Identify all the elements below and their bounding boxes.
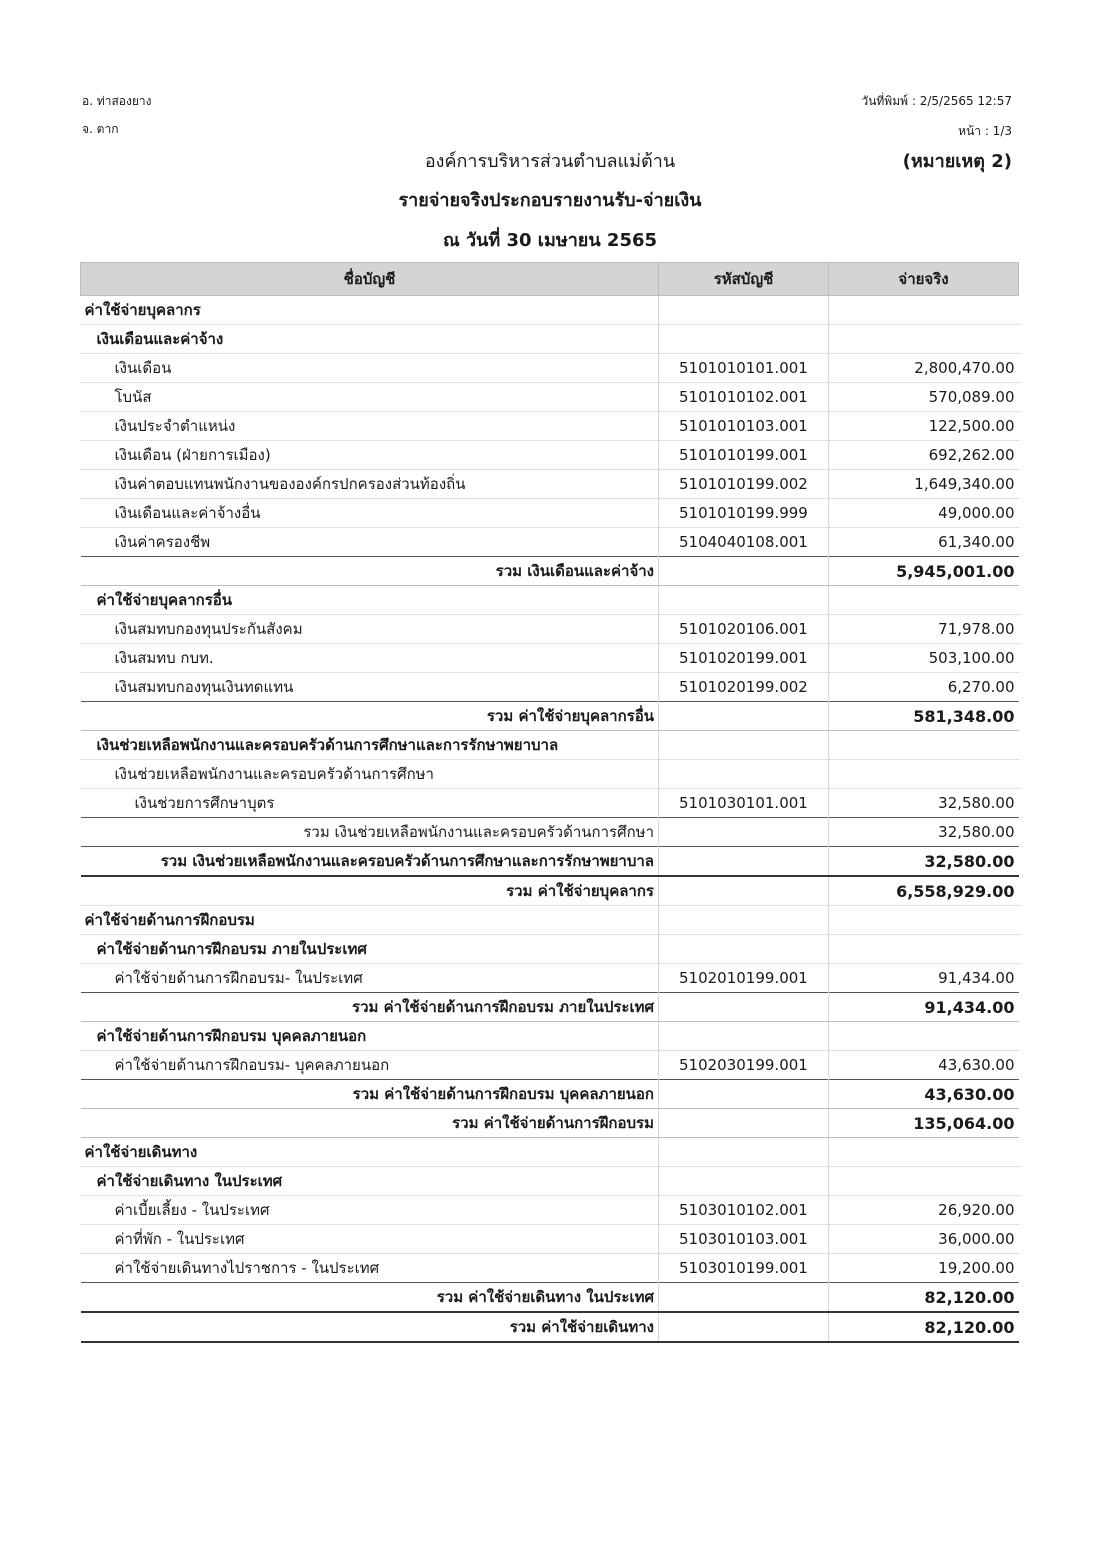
account-name-cell: เงินเดือน: [81, 354, 659, 383]
table-header-row: [81, 263, 1019, 296]
amount-cell: [829, 906, 1019, 935]
table-row: [81, 760, 1019, 789]
account-name-cell: เงินช่วยเหลือพนักงานและครอบครัวด้านการศึกษา: [81, 760, 659, 789]
amount-cell: 91,434.00: [829, 993, 1019, 1022]
account-name-cell: รวม เงินช่วยเหลือพนักงานและครอบครัวด้านการศึกษา: [81, 818, 659, 847]
account-name-cell: รวม ค่าใช้จ่ายบุคลากร: [81, 876, 659, 906]
amount-cell: 61,340.00: [829, 528, 1019, 557]
table-row: [81, 1283, 1019, 1313]
table-row: [81, 412, 1019, 441]
account-code-cell: 5101010199.999: [659, 499, 829, 528]
account-code-cell: [659, 325, 829, 354]
table-row: [81, 441, 1019, 470]
account-name-cell: เงินสมทบกองทุนเงินทดแทน: [81, 673, 659, 702]
amount-cell: 32,580.00: [829, 818, 1019, 847]
table-body: [81, 296, 1019, 1343]
province-label: จ. ตาก: [82, 122, 119, 136]
note-label: (หมายเหตุ 2): [902, 151, 1012, 172]
account-name-cell: ค่าใช้จ่ายด้านการฝึกอบรม- ในประเทศ: [81, 964, 659, 993]
account-name-cell: ค่าที่พัก - ในประเทศ: [81, 1225, 659, 1254]
table-row: [81, 789, 1019, 818]
column-header-actual-paid: จ่ายจริง: [829, 263, 1019, 296]
account-name-cell: รวม ค่าใช้จ่ายด้านการฝึกอบรม: [81, 1109, 659, 1138]
print-date: วันที่พิมพ์ : 2/5/2565 12:57: [861, 94, 1012, 108]
table-row: [81, 1254, 1019, 1283]
account-code-cell: 5103010199.001: [659, 1254, 829, 1283]
amount-cell: [829, 296, 1019, 325]
account-code-cell: 5101010199.001: [659, 441, 829, 470]
account-name-cell: เงินประจำตำแหน่ง: [81, 412, 659, 441]
table-row: [81, 296, 1019, 325]
account-code-cell: [659, 586, 829, 615]
account-code-cell: 5101020106.001: [659, 615, 829, 644]
account-code-cell: [659, 876, 829, 906]
account-code-cell: [659, 702, 829, 731]
table-row: [81, 993, 1019, 1022]
account-code-cell: 5101010103.001: [659, 412, 829, 441]
table-row: [81, 702, 1019, 731]
table-row: [81, 499, 1019, 528]
table-row: [81, 964, 1019, 993]
column-header-account-code: รหัสบัญชี: [659, 263, 829, 296]
table-row: [81, 906, 1019, 935]
table-row: [81, 470, 1019, 499]
amount-cell: 32,580.00: [829, 789, 1019, 818]
account-code-cell: 5102030199.001: [659, 1051, 829, 1080]
table-row: [81, 1080, 1019, 1109]
table-row: [81, 586, 1019, 615]
amount-cell: 36,000.00: [829, 1225, 1019, 1254]
account-code-cell: [659, 760, 829, 789]
account-name-cell: เงินช่วยเหลือพนักงานและครอบครัวด้านการศึกษาและการรักษาพยาบาล: [81, 731, 659, 760]
amount-cell: 135,064.00: [829, 1109, 1019, 1138]
table-row: [81, 818, 1019, 847]
amount-cell: 6,270.00: [829, 673, 1019, 702]
account-name-cell: รวม ค่าใช้จ่ายเดินทาง ในประเทศ: [81, 1283, 659, 1313]
account-name-cell: ค่าใช้จ่ายบุคลากร: [81, 296, 659, 325]
account-name-cell: รวม ค่าใช้จ่ายเดินทาง: [81, 1312, 659, 1342]
amount-cell: 49,000.00: [829, 499, 1019, 528]
account-name-cell: เงินค่าครองชีพ: [81, 528, 659, 557]
amount-cell: [829, 760, 1019, 789]
amount-cell: 82,120.00: [829, 1312, 1019, 1342]
table-row: [81, 731, 1019, 760]
account-name-cell: ค่าเบี้ยเลี้ยง - ในประเทศ: [81, 1196, 659, 1225]
account-name-cell: ค่าใช้จ่ายเดินทาง ในประเทศ: [81, 1167, 659, 1196]
table-row: [81, 644, 1019, 673]
amount-cell: [829, 1138, 1019, 1167]
account-code-cell: 5101010199.002: [659, 470, 829, 499]
amount-cell: [829, 1167, 1019, 1196]
amount-cell: 2,800,470.00: [829, 354, 1019, 383]
account-code-cell: [659, 1109, 829, 1138]
table-row: [81, 1138, 1019, 1167]
table-row: [81, 383, 1019, 412]
amount-cell: 71,978.00: [829, 615, 1019, 644]
table-row: [81, 1109, 1019, 1138]
amount-cell: 692,262.00: [829, 441, 1019, 470]
amount-cell: 581,348.00: [829, 702, 1019, 731]
table-row: [81, 1167, 1019, 1196]
organization-name: องค์การบริหารส่วนตำบลแม่ต้าน: [424, 151, 676, 172]
amount-cell: [829, 1022, 1019, 1051]
table-row: [81, 1022, 1019, 1051]
table-row: [81, 325, 1019, 354]
expense-table: [80, 262, 1019, 1343]
account-name-cell: เงินค่าตอบแทนพนักงานขององค์กรปกครองส่วนท้องถิ่น: [81, 470, 659, 499]
account-code-cell: 5101010101.001: [659, 354, 829, 383]
account-code-cell: 5101020199.001: [659, 644, 829, 673]
table-row: [81, 557, 1019, 586]
account-code-cell: [659, 1283, 829, 1313]
account-name-cell: เงินเดือน (ฝ่ายการเมือง): [81, 441, 659, 470]
amount-cell: 570,089.00: [829, 383, 1019, 412]
amount-cell: [829, 325, 1019, 354]
table-row: [81, 1225, 1019, 1254]
table-row: [81, 1312, 1019, 1342]
account-name-cell: รวม ค่าใช้จ่ายบุคลากรอื่น: [81, 702, 659, 731]
amount-cell: 82,120.00: [829, 1283, 1019, 1313]
amount-cell: 503,100.00: [829, 644, 1019, 673]
account-code-cell: [659, 993, 829, 1022]
table-row: [81, 876, 1019, 906]
table-row: [81, 1196, 1019, 1225]
amount-cell: 43,630.00: [829, 1080, 1019, 1109]
amount-cell: 19,200.00: [829, 1254, 1019, 1283]
account-name-cell: รวม เงินเดือนและค่าจ้าง: [81, 557, 659, 586]
account-code-cell: 5102010199.001: [659, 964, 829, 993]
account-code-cell: [659, 1167, 829, 1196]
report-title: รายจ่ายจริงประกอบรายงานรับ-จ่ายเงิน: [398, 190, 702, 211]
account-code-cell: 5103010103.001: [659, 1225, 829, 1254]
account-name-cell: โบนัส: [81, 383, 659, 412]
account-code-cell: [659, 1312, 829, 1342]
amount-cell: [829, 586, 1019, 615]
account-code-cell: [659, 935, 829, 964]
account-code-cell: [659, 557, 829, 586]
account-name-cell: รวม ค่าใช้จ่ายด้านการฝึกอบรม ภายในประเทศ: [81, 993, 659, 1022]
amount-cell: 1,649,340.00: [829, 470, 1019, 499]
amount-cell: 6,558,929.00: [829, 876, 1019, 906]
account-name-cell: ค่าใช้จ่ายด้านการฝึกอบรม บุคคลภายนอก: [81, 1022, 659, 1051]
amount-cell: 43,630.00: [829, 1051, 1019, 1080]
table-row: [81, 354, 1019, 383]
account-code-cell: [659, 847, 829, 877]
page-number: หน้า : 1/3: [958, 124, 1012, 138]
table-row: [81, 1051, 1019, 1080]
account-name-cell: ค่าใช้จ่ายด้านการฝึกอบรม ภายในประเทศ: [81, 935, 659, 964]
table-row: [81, 528, 1019, 557]
account-name-cell: ค่าใช้จ่ายบุคลากรอื่น: [81, 586, 659, 615]
account-code-cell: 5101020199.002: [659, 673, 829, 702]
account-name-cell: ค่าใช้จ่ายด้านการฝึกอบรม- บุคคลภายนอก: [81, 1051, 659, 1080]
amount-cell: 5,945,001.00: [829, 557, 1019, 586]
report-date: ณ วันที่ 30 เมษายน 2565: [442, 230, 658, 251]
account-code-cell: [659, 731, 829, 760]
account-name-cell: เงินเดือนและค่าจ้างอื่น: [81, 499, 659, 528]
account-code-cell: [659, 1138, 829, 1167]
account-code-cell: [659, 296, 829, 325]
account-code-cell: [659, 1080, 829, 1109]
table-row: [81, 673, 1019, 702]
account-code-cell: [659, 818, 829, 847]
account-name-cell: เงินสมทบกองทุนประกันสังคม: [81, 615, 659, 644]
account-name-cell: ค่าใช้จ่ายเดินทาง: [81, 1138, 659, 1167]
amount-cell: 26,920.00: [829, 1196, 1019, 1225]
district-label: อ. ท่าสองยาง: [82, 94, 152, 108]
amount-cell: 122,500.00: [829, 412, 1019, 441]
account-name-cell: เงินสมทบ กบท.: [81, 644, 659, 673]
table-row: [81, 847, 1019, 877]
amount-cell: [829, 731, 1019, 760]
account-name-cell: รวม ค่าใช้จ่ายด้านการฝึกอบรม บุคคลภายนอก: [81, 1080, 659, 1109]
account-code-cell: [659, 1022, 829, 1051]
account-name-cell: ค่าใช้จ่ายด้านการฝึกอบรม: [81, 906, 659, 935]
account-code-cell: [659, 906, 829, 935]
account-name-cell: รวม เงินช่วยเหลือพนักงานและครอบครัวด้านการศึกษาและการรักษาพยาบาล: [81, 847, 659, 877]
amount-cell: 91,434.00: [829, 964, 1019, 993]
account-name-cell: เงินช่วยการศึกษาบุตร: [81, 789, 659, 818]
amount-cell: 32,580.00: [829, 847, 1019, 877]
account-code-cell: 5101010102.001: [659, 383, 829, 412]
account-code-cell: 5101030101.001: [659, 789, 829, 818]
account-name-cell: ค่าใช้จ่ายเดินทางไปราชการ - ในประเทศ: [81, 1254, 659, 1283]
table-row: [81, 935, 1019, 964]
amount-cell: [829, 935, 1019, 964]
account-code-cell: 5104040108.001: [659, 528, 829, 557]
account-code-cell: 5103010102.001: [659, 1196, 829, 1225]
table-row: [81, 615, 1019, 644]
account-name-cell: เงินเดือนและค่าจ้าง: [81, 325, 659, 354]
column-header-account-name: ชื่อบัญชี: [81, 263, 659, 296]
